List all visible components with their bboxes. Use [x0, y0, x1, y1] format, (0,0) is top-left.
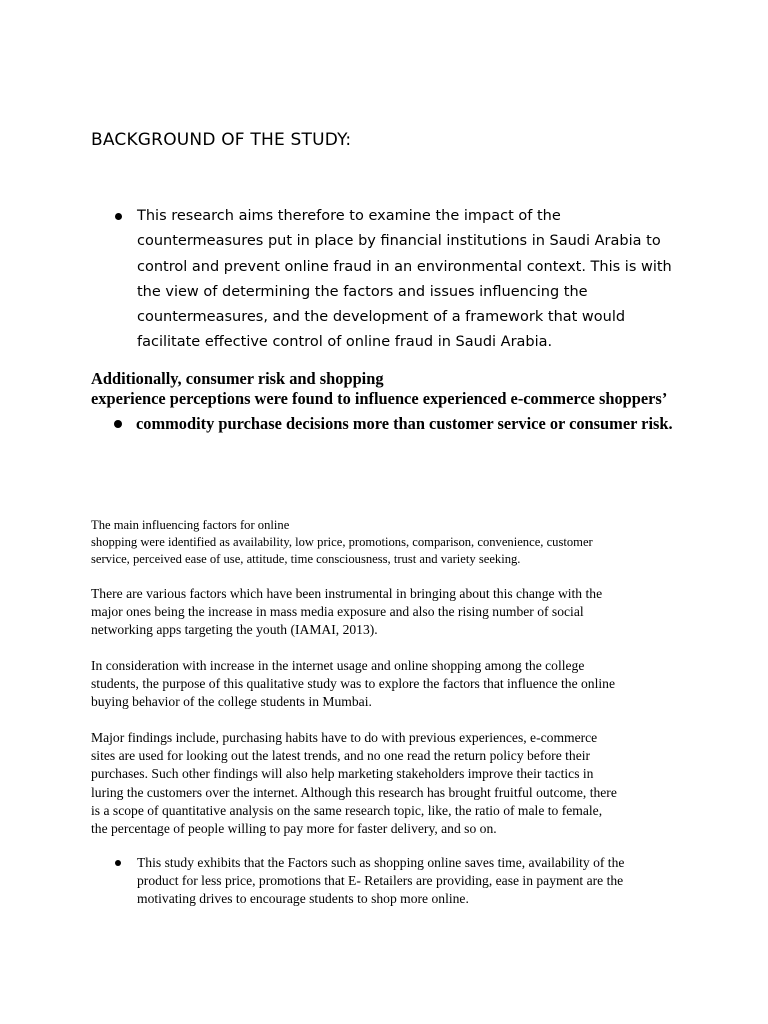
section-heading: BACKGROUND OF THE STUDY: — [91, 130, 352, 150]
text-line: sites are used for looking out the latest trends, and no one read the return policy before their — [91, 748, 591, 764]
major-findings-paragraph — [91, 729, 691, 838]
bullet-icon — [114, 420, 122, 428]
text-line: This research aims therefore to examine the impact of the — [137, 208, 561, 224]
text-line: control and prevent online fraud in an environmental context. This is with — [137, 258, 672, 275]
study-purpose-paragraph — [91, 657, 691, 712]
text-line: commodity purchase decisions more than customer service or consumer risk. — [136, 414, 673, 433]
research-aim-list — [137, 204, 677, 356]
text-line: luring the customers over the internet. Although this research has brought fruitful outcome, there — [91, 784, 617, 800]
text-line: the percentage of people willing to pay more for faster delivery, and so on. — [91, 821, 497, 837]
various-factors-paragraph — [91, 585, 691, 640]
text-line: This study exhibits that the Factors such as shopping online saves time, availability of the — [137, 855, 625, 870]
text-line: facilitate effective control of online fraud in Saudi Arabia. — [137, 334, 553, 351]
bullet-icon — [115, 860, 121, 866]
list-item — [137, 854, 697, 909]
bold-statement — [91, 369, 667, 408]
text-line: experience perceptions were found to influence experienced e-commerce shoppers’ — [91, 388, 668, 408]
text-line: shopping were identified as availability, low price, promotions, comparison, convenience, customer — [91, 535, 593, 549]
text-line: students, the purpose of this qualitative study was to explore the factors that influence the online — [91, 676, 615, 692]
list-item — [137, 204, 677, 356]
text-line: countermeasures put in place by financial institutions in Saudi Arabia to — [137, 233, 661, 250]
text-line: networking apps targeting the youth (IAMAI, 2013). — [91, 622, 378, 638]
text-line: major ones being the increase in mass media exposure and also the rising number of social — [91, 604, 584, 620]
study-findings-list — [137, 854, 697, 909]
text-line: buying behavior of the college students in Mumbai. — [91, 694, 372, 710]
text-line: Additionally, consumer risk and shopping — [91, 369, 384, 388]
text-line: The main influencing factors for online — [91, 518, 290, 532]
text-line: is a scope of quantitative analysis on the same research topic, like, the ratio of male to female, — [91, 802, 603, 818]
influencing-factors-paragraph — [91, 517, 691, 568]
text-line: In consideration with increase in the internet usage and online shopping among the college — [91, 658, 585, 673]
text-line: the view of determining the factors and issues influencing the — [137, 283, 588, 300]
text-line: service, perceived ease of use, attitude, time consciousness, trust and variety seeking. — [91, 552, 521, 566]
text-line: Major findings include, purchasing habits have to do with previous experiences, e-commerce — [91, 730, 598, 745]
text-line: product for less price, promotions that E- Retailers are providing, ease in payment are the — [137, 873, 624, 889]
text-line: countermeasures, and the development of a framework that would — [137, 309, 626, 326]
text-line: motivating drives to encourage students to shop more online. — [137, 891, 469, 907]
bullet-icon — [115, 213, 122, 220]
bold-bullet-list — [136, 414, 673, 434]
list-item — [136, 414, 673, 434]
text-line: There are various factors which have been instrumental in bringing about this change with the — [91, 586, 603, 601]
text-line: purchases. Such other findings will also help marketing stakeholders improve their tactics in — [91, 766, 594, 782]
